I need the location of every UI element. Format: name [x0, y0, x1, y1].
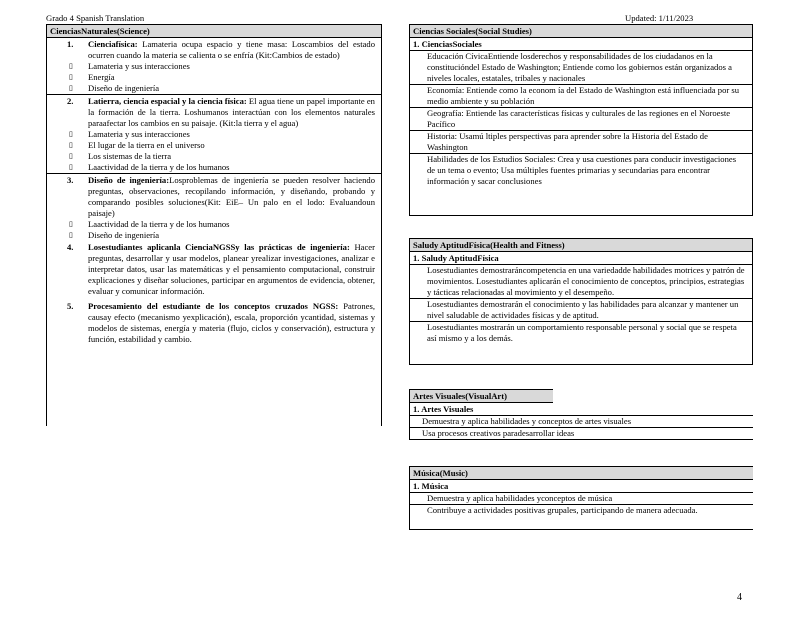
list-item: ▯ Diseño de ingeniería: [47, 230, 381, 241]
list-item: ▯ Diseño de ingeniería: [47, 83, 381, 94]
health-fitness-section: [409, 238, 753, 365]
doc-title: Grado 4 Spanish Translation: [46, 13, 145, 23]
social-studies-section: [409, 24, 753, 216]
item-heading: Latierra, ciencia espacial y la ciencia física:: [88, 96, 247, 106]
item-text: El agua tiene un papel importante en la formación de la tierra. Loshumanos interactúan con los elementos naturales paraafectar los cambios en su paisaje. (Kit:la tierra y el agua): [88, 96, 375, 128]
list-item: ▯ El lugar de la tierra en el universo: [47, 140, 381, 151]
updated-date: Updated: 1/11/2023: [625, 13, 694, 23]
science-item-1: [47, 38, 381, 95]
item-heading: Cienciafísica:: [88, 39, 138, 49]
item-number: 4.: [67, 242, 74, 252]
music-subtitle: 1. Música: [410, 480, 753, 493]
list-item: ▯ Lamateria y sus interacciones: [47, 61, 381, 72]
item-text: Lamateria ocupa espacio y tiene masa: Loscambios del estado ocurren cuando la materia se calienta o se enfría (Kit:Cambios de estado): [88, 39, 375, 60]
list-item: Losestudiantes demostraráncompetencia en una variedadde habilidades motrices y patrón de movimientos. Losestudiantes aplicarán el conocimiento de conceptos, principios, estrategias y tácticas relacionadas al movimiento y el desempeño.: [410, 265, 752, 299]
list-item: Demuestra y aplica habilidades yconceptos de música: [410, 493, 753, 505]
item-text: Patrones, causay efecto (mecanismo yexplicación), escala, proporción ycantidad, sistemas y modelos de sistemas, energía y materia (flujo, ciclos y conservación), estructura y función, estabilidad y cambio.: [88, 301, 375, 344]
list-item: Losestudiantes demostrarán el conocimiento y las habilidades para alcanzar y mantener un nivel saludable de actividades físicas y de aptitud.: [410, 299, 752, 322]
item-number: 2.: [67, 96, 74, 106]
list-item: Losestudiantes mostrarán un comportamiento responsable personal y social que se respeta así mismo y a los demás.: [427, 322, 737, 343]
science-item-5: [47, 301, 381, 345]
art-subtitle: 1. Artes Visuales: [410, 403, 753, 416]
list-item: Historia: Usamú ltiples perspectivas para aprender sobre la Historia del Estado de Washington: [410, 131, 752, 154]
social-subtitle: 1. CienciasSociales: [410, 38, 752, 51]
pe-subtitle: 1. Saludy AptitudFísica: [410, 252, 752, 265]
list-item: Contribuye a actividades positivas grupales, participando de manera adecuada.: [427, 505, 698, 515]
list-item: Demuestra y aplica habilidades y conceptos de artes visuales: [410, 416, 753, 428]
list-item: Educación CívicaEntiende losderechos y responsabilidades de los ciudadanos en la constitucióndel Estado de Washington; Entiende como los gobiernos están organizados a niveles locales, estatales, tribales y nacionales: [410, 51, 752, 85]
item-heading: Losestudiantes aplicanla CienciaNGSSy las prácticas de ingeniería:: [88, 242, 350, 252]
item-heading: Diseño de ingeniería:: [88, 175, 170, 185]
page-number: 4: [737, 592, 742, 603]
item-number: 1.: [67, 39, 74, 49]
science-item-4: [47, 242, 381, 297]
item-number: 3.: [67, 175, 74, 185]
item-heading: Procesamiento del estudiante de los conceptos cruzados NGSS:: [88, 301, 339, 311]
list-item: Habilidades de los Estudios Sociales: Crea y usa cuestiones para conducir investigaciones de un tema o evento; Usa múltiples fuentes primarias y secundarias para encontrar información y sacar conclusiones: [427, 154, 737, 186]
music-section: [409, 466, 753, 530]
pe-title: Saludy AptitudFísica(Health and Fitness): [410, 238, 752, 252]
science-section: [46, 24, 382, 426]
item-text: Losproblemas de ingeniería se pueden resolver haciendo preguntas, observaciones, recopilando información, y diseñando, probando y comparando posibles soluciones(Kit: EiE– Un palo en el lodo: Evaluandoun paisaje): [88, 175, 375, 218]
art-title: Artes Visuales(VisualArt): [410, 389, 553, 403]
visual-art-section: [409, 389, 753, 440]
list-item: Economía: Entiende como la econom ía del Estado de Washington está influenciada por su medio ambiente y su población: [410, 85, 752, 108]
item-number: 5.: [67, 301, 74, 311]
music-title: Música(Music): [410, 466, 753, 480]
list-item: Geografía: Entiende las características físicas y culturales de las regiones en el Noroeste Pacífico: [410, 108, 752, 131]
list-item: ▯ Laactividad de la tierra y de los humanos: [47, 219, 381, 230]
list-item: ▯ Lamateria y sus interacciones: [47, 129, 381, 140]
science-item-2: [47, 95, 381, 174]
science-title: CienciasNaturales(Science): [47, 25, 381, 38]
social-title: Ciencias Sociales(Social Studies): [410, 24, 752, 38]
science-item-3: [47, 174, 381, 345]
list-item: Usa procesos creativos paradesarrollar ideas: [422, 428, 575, 438]
list-item: ▯ Laactividad de la tierra y de los humanos: [47, 162, 381, 173]
item-text: Hacer preguntas, desarrollar y usar modelos, planear yrealizar investigaciones, analizar e interpretar datos, usar las matemáticas y el pensamiento computacional, construir explicaciones y diseñar soluciones, participar en argumentos de evidencia, obtener, evaluar y comunicar información.: [88, 242, 375, 296]
list-item: ▯ Los sistemas de la tierra: [47, 151, 381, 162]
list-item: ▯ Energía: [47, 72, 381, 83]
